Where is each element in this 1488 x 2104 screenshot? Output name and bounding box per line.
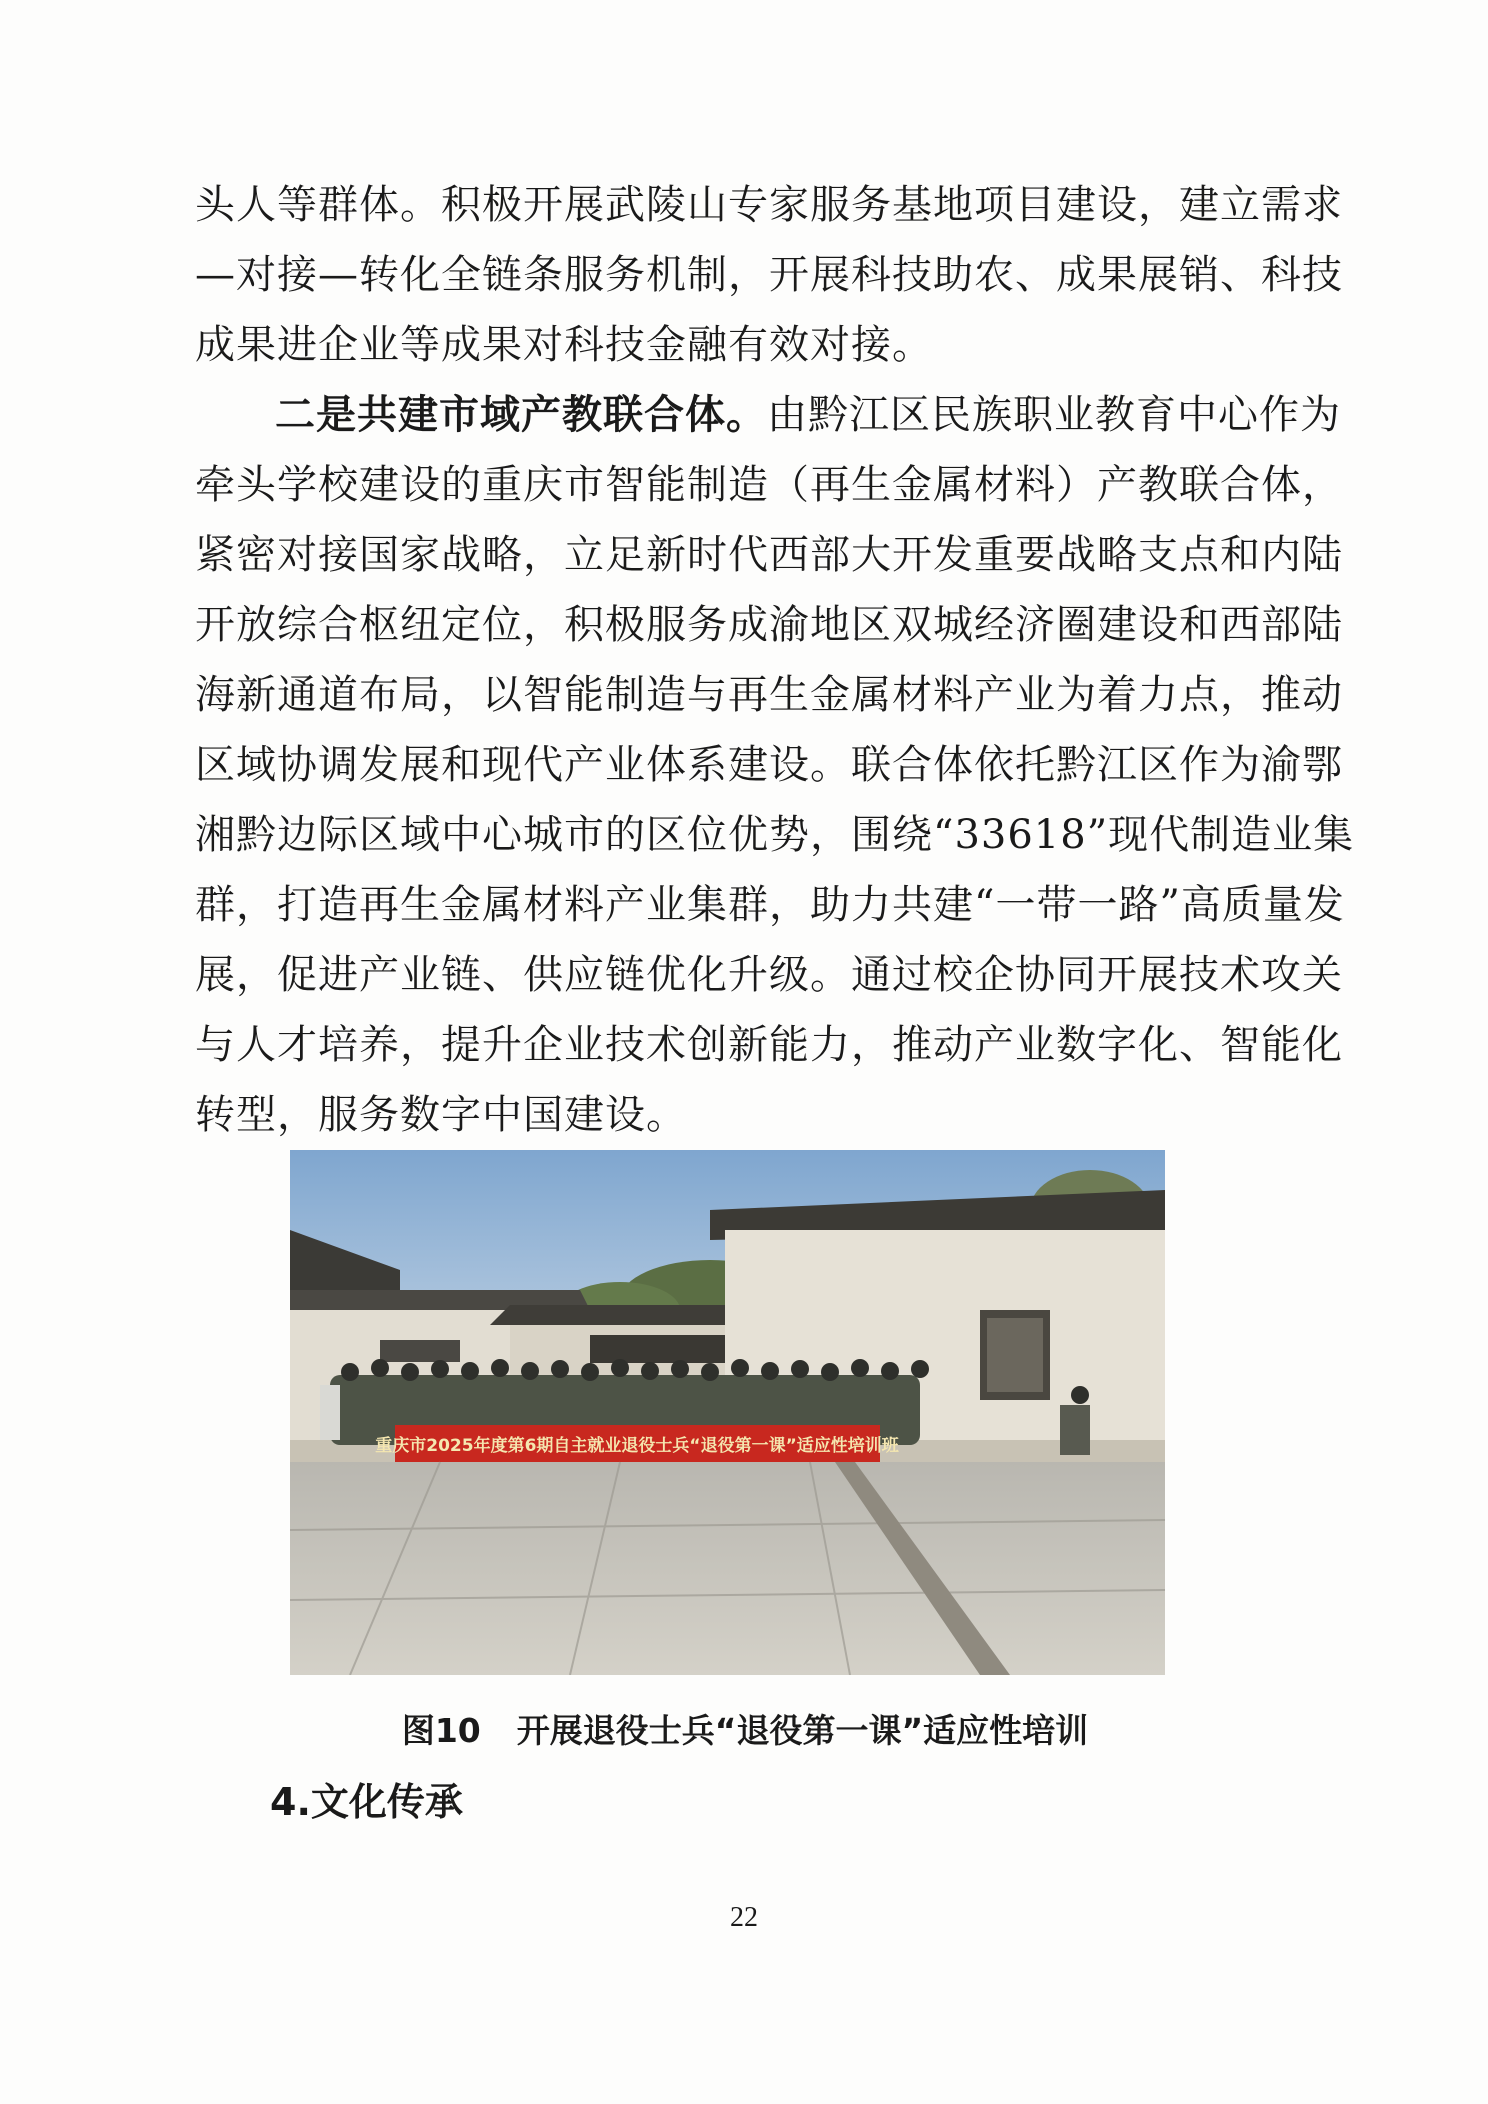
paragraph-first-line	[195, 380, 1341, 450]
paragraph-line: 成果进企业等成果对科技金融有效对接。	[195, 322, 933, 368]
paragraph-line: 与人才培养，提升企业技术创新能力，推动产业数字化、智能化	[195, 1022, 1343, 1068]
paragraph-line: 转型，服务数字中国建设。	[195, 1092, 687, 1138]
paragraph-line: 头人等群体。积极开展武陵山专家服务基地项目建设，建立需求	[195, 182, 1343, 228]
figure-number: 图10	[401, 1711, 481, 1750]
page-number: 22	[730, 1902, 758, 1933]
paragraph-line: 展，促进产业链、供应链优化升级。通过校企协同开展技术攻关	[195, 952, 1343, 998]
paragraph-line: 牵头学校建设的重庆市智能制造（再生金属材料）产教联合体，	[195, 462, 1343, 508]
banner-text: 重庆市2025年度第6期自主就业退役士兵“退役第一课”适应性培训班	[375, 1436, 899, 1456]
paragraph-line: —对接—转化全链条服务机制，开展科技助农、成果展销、科技	[195, 252, 1343, 298]
paragraph-lead-heading: 二是共建市域产教联合体。	[275, 392, 767, 438]
paragraph-continuation	[195, 170, 1343, 380]
paragraph-industry-education	[195, 380, 1355, 1150]
paragraph-line: 海新通道布局，以智能制造与再生金属材料产业为着力点，推动	[195, 672, 1343, 718]
paragraph-line: 开放综合枢纽定位，积极服务成渝地区双城经济圈建设和西部陆	[195, 602, 1343, 648]
section-heading: 4.文化传承	[270, 1780, 463, 1824]
paragraph-line: 群，打造再生金属材料产业集群，助力共建“一带一路”高质量发	[195, 882, 1345, 928]
paragraph-line: 紧密对接国家战略，立足新时代西部大开发重要战略支点和内陆	[195, 532, 1343, 578]
figure-caption-text: 开展退役士兵“退役第一课”适应性培训	[516, 1711, 1089, 1750]
paragraph-first-line-rest: 由黔江区民族职业教育中心作为	[767, 392, 1341, 438]
paragraph-line: 湘黔边际区域中心城市的区位优势，围绕“33618”现代制造业集	[195, 812, 1355, 858]
paragraph-line: 区域协调发展和现代产业体系建设。联合体依托黔江区作为渝鄂	[195, 742, 1343, 788]
group-photo	[290, 1150, 1165, 1675]
figure-caption	[195, 1706, 1295, 1756]
